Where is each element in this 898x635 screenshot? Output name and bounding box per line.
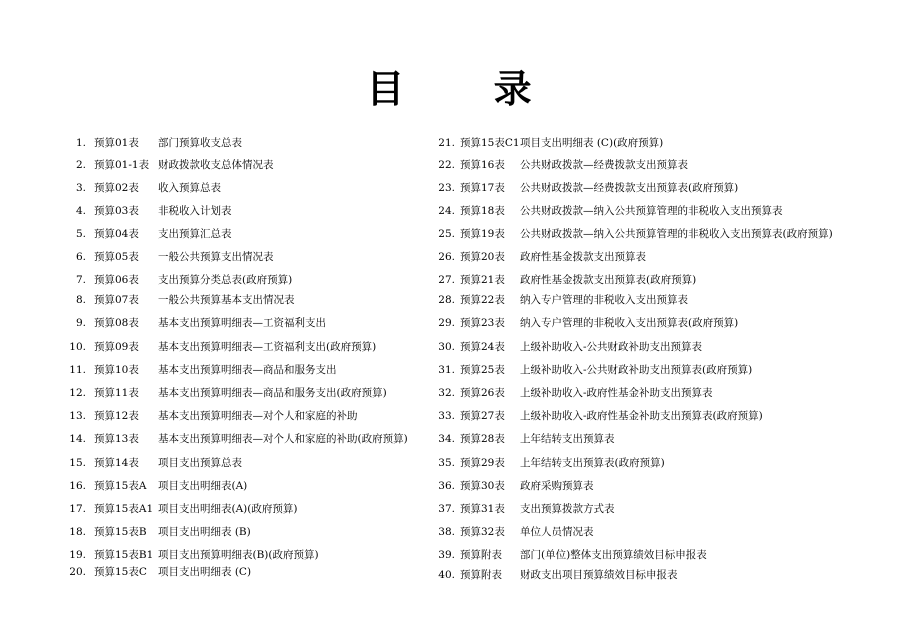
toc-entry-title: 项目支出明细表(A) [158,480,248,492]
toc-entry-number: 6. [75,251,86,263]
toc-entry [0,385,898,401]
toc-entry [0,203,898,219]
toc-entry [0,362,898,378]
toc-entry-code: 预算28表 [460,433,505,445]
toc-entry-code: 预算29表 [460,457,505,469]
toc-entry-code: 预算15表B [94,526,147,538]
toc-entry-code: 预算24表 [460,341,505,353]
toc-entry-code: 预算25表 [460,364,505,376]
toc-entry-number: 12. [69,387,86,399]
toc-entry-code: 预算21表 [460,274,505,286]
toc-entry-number: 10. [69,341,86,353]
toc-entry-title: 非税收入计划表 [158,205,232,217]
toc-entry-number: 19. [69,549,86,561]
toc-entry-number: 2. [75,159,86,171]
toc-entry-title: 项目支出预算总表 [158,457,242,469]
toc-entry-title: 部门(单位)整体支出预算绩效目标申报表 [520,549,707,561]
toc-entry-number: 4. [75,205,86,217]
toc-entry-number: 22. [438,159,455,171]
toc-entry-number: 24. [438,205,455,217]
page-title: 目 录 [366,67,570,111]
toc-entry-title: 财政拨款收支总体情况表 [158,159,274,171]
toc-entry-code: 预算01表 [94,137,139,149]
toc-entry-code: 预算01-1表 [94,159,150,171]
toc-entry-code: 预算19表 [460,228,505,240]
toc-entry-number: 15. [69,457,86,469]
toc-entry [0,567,898,583]
toc-entry-number: 17. [69,503,86,515]
toc-entry-code: 预算26表 [460,387,505,399]
toc-entry [0,180,898,196]
toc-entry-title: 上级补助收入-公共财政补助支出预算表(政府预算) [520,364,753,376]
toc-entry-number: 11. [69,364,86,376]
toc-entry-number: 14. [69,433,86,445]
toc-entry-number: 3. [75,182,86,194]
toc-entry-title: 部门预算收支总表 [158,137,242,149]
toc-entry-title: 政府性基金拨款支出预算表(政府预算) [520,274,697,286]
toc-entry-code: 预算附表 [460,569,502,581]
toc-entry-number: 9. [75,317,86,329]
toc-entry-code: 预算10表 [94,364,139,376]
toc-entry-code: 预算15表A1 [94,503,154,515]
toc-entry-code: 预算15表B1 [94,549,154,561]
toc-entry-number: 8. [75,294,86,306]
toc-entry-number: 25. [438,228,455,240]
toc-entry-number: 30. [438,341,455,353]
toc-entry-number: 40. [438,569,455,581]
toc-entry-title: 项目支出明细表(A)(政府预算) [158,503,298,515]
toc-entry [0,478,898,494]
toc-entry-number: 31. [438,364,455,376]
toc-entry [0,408,898,424]
toc-entry-title: 收入预算总表 [158,182,221,194]
toc-entry-title: 基本支出预算明细表—商品和服务支出(政府预算) [158,387,387,399]
toc-entry-code: 预算07表 [94,294,139,306]
toc-entry-number: 35. [438,457,455,469]
toc-entry-number: 18. [69,526,86,538]
toc-entry-title: 项目支出明细表 (C)(政府预算) [520,137,664,149]
toc-entry-code: 预算12表 [94,410,139,422]
toc-entry-code: 预算20表 [460,251,505,263]
toc-entry-code: 预算附表 [460,549,502,561]
toc-entry-title: 基本支出预算明细表—商品和服务支出 [158,364,337,376]
toc-entry-number: 13. [69,410,86,422]
toc-entry-number: 36. [438,480,455,492]
toc-entry [0,431,898,447]
toc-entry-title: 公共财政拨款—经费拨款支出预算表(政府预算) [520,182,739,194]
toc-entry-title: 财政支出项目预算绩效目标申报表 [520,569,678,581]
toc-entry-title: 公共财政拨款—经费拨款支出预算表 [520,159,688,171]
toc-entry [0,315,898,331]
toc-entry-code: 预算08表 [94,317,139,329]
toc-entry-number: 1. [75,137,86,149]
toc-entry [0,226,898,242]
toc-entry-code: 预算09表 [94,341,139,353]
toc-entry-number: 16. [69,480,86,492]
toc-entry [0,524,898,540]
toc-entry-title: 单位人员情况表 [520,526,594,538]
toc-entry-title: 政府采购预算表 [520,480,594,492]
toc-entry-title: 项目支出预算明细表(B)(政府预算) [158,549,319,561]
toc-entry-title: 基本支出预算明细表—工资福利支出 [158,317,326,329]
toc-entry-title: 一般公共预算基本支出情况表 [158,294,295,306]
toc-entry [0,292,898,308]
toc-entry-title: 支出预算汇总表 [158,228,232,240]
toc-entry-code: 预算32表 [460,526,505,538]
toc-entry [0,455,898,471]
toc-entry-title: 基本支出预算明细表—工资福利支出(政府预算) [158,341,377,353]
toc-entry [0,547,898,563]
toc-entry-code: 预算15表C1 [460,137,520,149]
toc-entry-code: 预算15表C [94,566,147,578]
toc-entry-number: 26. [438,251,455,263]
toc-entry-title: 上级补助收入-公共财政补助支出预算表 [520,341,703,353]
toc-entry-title: 项目支出明细表 (B) [158,526,251,538]
toc-entry-title: 基本支出预算明细表—对个人和家庭的补助 [158,410,358,422]
toc-entry-code: 预算16表 [460,159,505,171]
toc-entry [0,501,898,517]
toc-entry [0,272,898,288]
toc-entry-code: 预算23表 [460,317,505,329]
toc-entry-code: 预算31表 [460,503,505,515]
toc-entry-title: 纳入专户管理的非税收入支出预算表 [520,294,688,306]
toc-entry-code: 预算05表 [94,251,139,263]
toc-entry [0,339,898,355]
toc-entry-title: 基本支出预算明细表—对个人和家庭的补助(政府预算) [158,433,408,445]
toc-entry-number: 21. [438,137,455,149]
toc-entry-code: 预算22表 [460,294,505,306]
toc-entry-title: 支出预算拨款方式表 [520,503,615,515]
toc-entry-code: 预算18表 [460,205,505,217]
toc-entry-number: 33. [438,410,455,422]
toc-entry-number: 23. [438,182,455,194]
toc-entry-code: 预算14表 [94,457,139,469]
toc-entry-number: 5. [75,228,86,240]
toc-entry-title: 公共财政拨款—纳入公共预算管理的非税收入支出预算表 [520,205,783,217]
toc-entry-code: 预算15表A [94,480,147,492]
toc-entry-number: 28. [438,294,455,306]
toc-entry-code: 预算06表 [94,274,139,286]
toc-entry-title: 上级补助收入-政府性基金补助支出预算表 [520,387,713,399]
toc-entry-title: 公共财政拨款—纳入公共预算管理的非税收入支出预算表(政府预算) [520,228,833,240]
toc-entry-number: 39. [438,549,455,561]
toc-entry-title: 支出预算分类总表(政府预算) [158,274,293,286]
toc-entry-title: 政府性基金拨款支出预算表 [520,251,646,263]
toc-entry-number: 38. [438,526,455,538]
toc-entry-title: 一般公共预算支出情况表 [158,251,274,263]
toc-entry [0,135,898,151]
toc-entry-code: 预算13表 [94,433,139,445]
toc-entry-title: 纳入专户管理的非税收入支出预算表(政府预算) [520,317,739,329]
toc-entry-number: 37. [438,503,455,515]
toc-entry-code: 预算02表 [94,182,139,194]
toc-entry-number: 32. [438,387,455,399]
toc-entry [0,157,898,173]
toc-entry-code: 预算27表 [460,410,505,422]
toc-entry-code: 预算11表 [94,387,139,399]
toc-entry-title: 上年结转支出预算表(政府预算) [520,457,665,469]
toc-entry-number: 34. [438,433,455,445]
toc-entry-number: 27. [438,274,455,286]
toc-entry-number: 29. [438,317,455,329]
toc-entry-title: 上年结转支出预算表 [520,433,615,445]
toc-entry-number: 20. [69,566,86,578]
toc-entry-title: 项目支出明细表 (C) [158,566,252,578]
toc-entry-number: 7. [75,274,86,286]
toc-entry-title: 上级补助收入-政府性基金补助支出预算表(政府预算) [520,410,763,422]
toc-entry-code: 预算30表 [460,480,505,492]
toc-entry-code: 预算03表 [94,205,139,217]
toc-entry-code: 预算17表 [460,182,505,194]
toc-entry-code: 预算04表 [94,228,139,240]
toc-entry [0,249,898,265]
